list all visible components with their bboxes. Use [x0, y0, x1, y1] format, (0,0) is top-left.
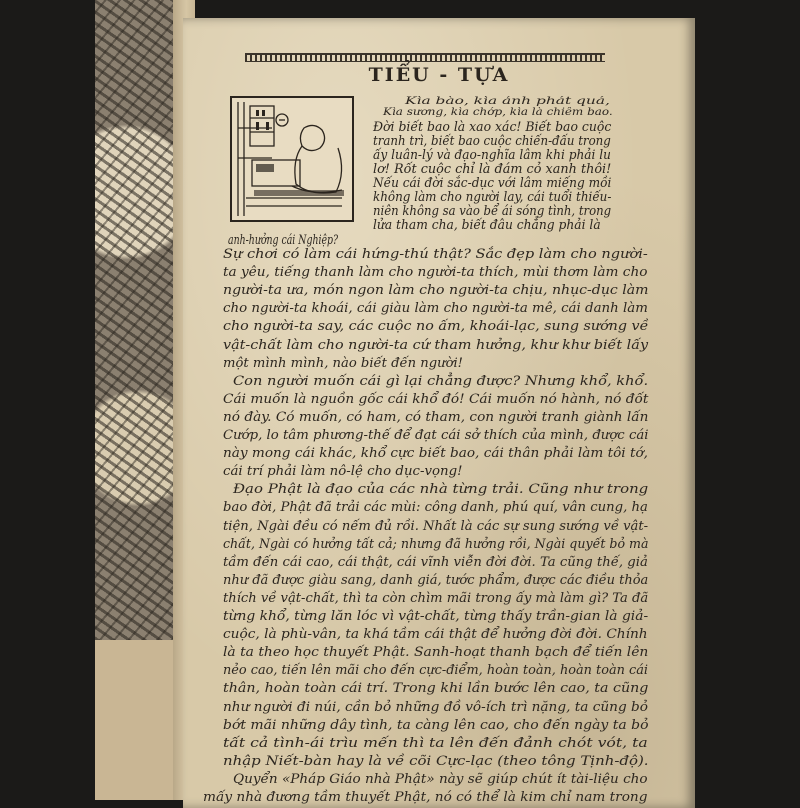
text-line: một mình mình, nào biết đến người!	[223, 354, 463, 370]
text-line: là ta theo học thuyết Phật. Sanh-hoạt thanh bạch để tiến lên	[223, 644, 649, 660]
header-ornament-rule	[245, 53, 605, 62]
facing-page	[95, 0, 195, 800]
text-line: Quyển «Pháp Giáo nhà Phật» này sẽ giúp chút ít tài-liệu cho	[233, 770, 648, 786]
page-title: TIỂU - TỰA	[368, 64, 510, 86]
text-line: Sự chơi có làm cái hứng-thú thật? Sắc đẹp làm cho người-	[223, 246, 648, 261]
text-line: tầm đến cái cao, cái thật, cái vĩnh viễn đời đời. Ta cũng thế, giả	[223, 553, 648, 569]
text-line: ấy luân-lý và đạo-nghĩa lâm khi phải lu	[373, 147, 611, 162]
text-line: cho người-ta khoái, cái giàu làm cho người-ta mê, cái danh làm	[223, 300, 648, 316]
text-line: như đã được giàu sang, danh giá, tước phẩm, được các điều thỏa	[223, 571, 649, 587]
text-line: vật-chất làm cho người-ta cứ tham hưởng, khư khư biết lấy	[223, 336, 649, 352]
text-line: Kìa bào, kìa ảnh phát quá,	[405, 96, 610, 107]
text-line: nó đày. Có muốn, có ham, có tham, con người tranh giành lấn	[223, 408, 649, 424]
book-page	[183, 18, 695, 808]
text-line: niên không sa vào bể ái sóng tình, trong	[373, 203, 612, 218]
text-line: Cướp, lo tâm phương-thế để đạt cái sở thích của mình, được cái	[223, 427, 649, 442]
text-line: lửa tham cha, biết đâu chẳng phải là	[373, 217, 601, 232]
text-line: Cái muốn là nguồn gốc cái khổ đó! Cái muốn nó hành, nó đốt	[223, 390, 649, 406]
meditating-monk-illustration	[232, 98, 352, 220]
text-line: người-ta ưa, món ngon làm cho người-ta chịu, nhục-dục làm	[223, 282, 649, 298]
text-line: như người đi núi, cần bỏ những đồ vô-ích trì nặng, ta cũng bỏ	[223, 698, 649, 714]
text-line: Đạo Phật là đạo của các nhà từng trải. Cũng như trong	[233, 481, 649, 497]
woodcut-illustration	[230, 96, 354, 222]
text-line: Nếu cái đời sắc-dục với lâm miếng mồi	[373, 175, 612, 190]
text-line: Kìa sương, kìa chớp, kìa là chiêm bao.	[383, 107, 613, 118]
text-line: mấy nhà đương tầm thuyết Phật, nó có thể là kim chỉ nam trong	[203, 789, 648, 804]
text-line: cái trí phải làm nô-lệ cho dục-vọng!	[223, 463, 463, 479]
text-line: này mong cái khác, khổ cực biết bao, cái thân phải làm tôi tớ,	[223, 445, 648, 461]
text-line: không làm cho người lay, cái tuổi thiếu-	[373, 189, 612, 204]
text-line: từng khổ, từng lăn lóc vì vật-chất, từng thấy trần-gian là giả-	[223, 608, 649, 623]
text-line: Con người muốn cái gì lại chẳng được? Nhưng khổ, khổ.	[233, 372, 649, 388]
text-line: chất, Ngài có hưởng tất cả; nhưng đã hưởng rồi, Ngài quyết bỏ mà	[223, 535, 649, 551]
text-line: anh-hưởng cái Nghiệp?	[228, 232, 339, 247]
text-line: nẻo cao, tiến lên mãi cho đến cực-điểm, hoàn toàn, hoàn toàn cái	[223, 662, 649, 678]
text-line: bớt mãi những dây tình, ta càng lên cao, cho đến ngày ta bỏ	[223, 716, 649, 732]
text-line: ta yêu, tiếng thanh làm cho người-ta thích, mùi thơm làm cho	[223, 264, 648, 280]
text-line: thích về vật-chất, thì ta còn chìm mãi trong ấy mà làm gì? Ta đã	[223, 589, 649, 605]
text-line: tất cả tình-ái trìu mến thì ta lên đến đảnh chót vót, ta	[223, 734, 648, 750]
text-line: cho người-ta say, các cuộc no ấm, khoái-lạc, sung sướng về	[223, 318, 649, 334]
text-line: cuộc, là phù-vân, ta khá tầm cái thật để hưởng đời đời. Chính	[223, 626, 648, 642]
facing-page-illustration	[95, 0, 173, 640]
text-line: thân, hoàn toàn cái trí. Trong khi lần bước lên cao, ta cũng	[223, 680, 649, 696]
text-line: Đời biết bao là xao xác! Biết bao cuộc	[373, 119, 612, 134]
text-line: tiện, Ngài đều có nếm đủ rồi. Nhất là các sự sung sướng về vật-	[223, 517, 649, 533]
text-line: bao đời, Phật đã trải các mùi: công danh, phú quí, vân cung, hạ	[223, 499, 648, 515]
text-line: lơ! Rốt cuộc chỉ là đám cỏ xanh thôi!	[373, 161, 612, 176]
text-line: nhập Niết-bàn hay là về cõi Cực-lạc (theo tông Tịnh-độ).	[223, 752, 649, 768]
text-line: tranh trì, biết bao cuộc chiến-đấu trong	[373, 133, 611, 148]
